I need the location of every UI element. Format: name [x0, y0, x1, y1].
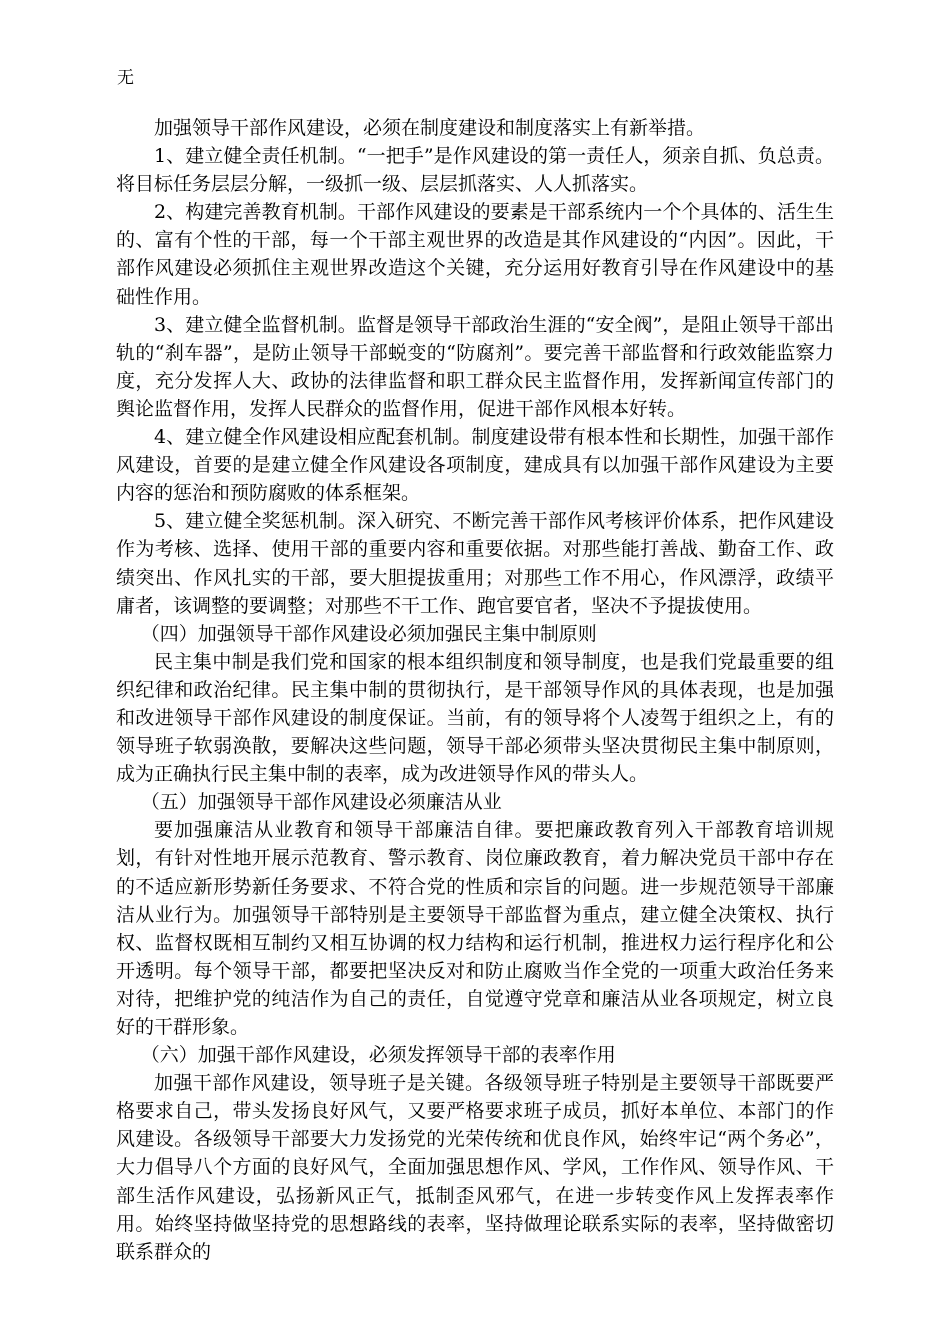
body-paragraph: 加强领导干部作风建设，必须在制度建设和制度落实上有新举措。 — [154, 117, 706, 139]
body-paragraph: 3、建立健全监督机制。监督是领导干部政治生涯的“安全阀”，是阻止领导干部出轨的“刹车器”，是防止领导干部蜕变的“防腐剂”。要完善干部监督和行政效能监察力度，充分发挥人大、政协的法律监督和职工群众民主监督作用，发挥新闻宣传部门的舆论监督作用，发挥人民群众的监督作用，促进干部作风根本好转。 — [116, 313, 834, 420]
section-heading: （六）加强干部作风建设，必须发挥领导干部的表率作用 — [140, 1044, 616, 1067]
page-header: 无 — [117, 68, 134, 88]
section-heading: （五）加强领导干部作风建设必须廉洁从业 — [140, 791, 502, 814]
body-paragraph: 1、建立健全责任机制。“一把手”是作风建设的第一责任人，须亲自抓、负总责。将目标任务层层分解，一级抓一级、层层抓落实、人人抓落实。 — [116, 145, 834, 196]
section-heading: （四）加强领导干部作风建设必须加强民主集中制原则 — [140, 622, 597, 645]
body-paragraph: 4、建立健全作风建设相应配套机制。制度建设带有根本性和长期性，加强干部作风建设，首要的是建立健全作风建设各项制度，建成具有以加强干部作风建设为主要内容的惩治和预防腐败的体系框架。 — [116, 426, 834, 505]
body-paragraph: 2、构建完善教育机制。干部作风建设的要素是干部系统内一个个具体的、活生生的、富有个性的干部，每一个干部主观世界的改造是其作风建设的“内因”。因此，干部作风建设必须抓住主观世界改造这个关键，充分运用好教育引导在作风建设中的基础性作用。 — [116, 201, 834, 308]
body-paragraph: 加强干部作风建设，领导班子是关键。各级领导班子特别是主要领导干部既要严格要求自己，带头发扬良好风气，又要严格要求班子成员，抓好本单位、本部门的作风建设。各级领导干部要大力发扬党的光荣传统和优良作风，始终牢记“两个务必”，大力倡导八个方面的良好风气，全面加强思想作风、学风，工作作风、领导作风、干部生活作风建设，弘扬新风正气，抵制歪风邪气，在进一步转变作风上发挥表率作用。始终坚持做坚持党的思想路线的表率，坚持做理论联系实际的表率，坚持做密切联系群众的 — [116, 1072, 834, 1263]
body-paragraph: 5、建立健全奖惩机制。深入研究、不断完善干部作风考核评价体系，把作风建设作为考核、选择、使用干部的重要内容和重要依据。对那些能打善战、勤奋工作、政绩突出、作风扎实的干部，要大胆提拔重用；对那些工作不用心，作风漂浮，政绩平庸者，该调整的要调整；对那些不干工作、跑官要官者，坚决不予提拔使用。 — [116, 510, 834, 617]
body-paragraph: 要加强廉洁从业教育和领导干部廉洁自律。要把廉政教育列入干部教育培训规划，有针对性地开展示范教育、警示教育、岗位廉政教育，着力解决党员干部中存在的不适应新形势新任务要求、不符合党的性质和宗旨的问题。进一步规范领导干部廉洁从业行为。加强领导干部特别是主要领导干部监督为重点，建立健全决策权、执行权、监督权既相互制约又相互协调的权力结构和运行机制，推进权力运行程序化和公开透明。每个领导干部，都要把坚决反对和防止腐败当作全党的一项重大政治任务来对待，把维护党的纯洁作为自己的责任，自觉遵守党章和廉洁从业各项规定，树立良好的干群形象。 — [116, 819, 834, 1038]
document-body — [116, 114, 834, 1266]
body-paragraph: 民主集中制是我们党和国家的根本组织制度和领导制度，也是我们党最重要的组织纪律和政治纪律。民主集中制的贯彻执行，是干部领导作风的具体表现，也是加强和改进领导干部作风建设的制度保证。当前，有的领导将个人凌驾于组织之上，有的领导班子软弱涣散，要解决这些问题，领导干部必须带头坚决贯彻民主集中制原则，成为正确执行民主集中制的表率，成为改进领导作风的带头人。 — [116, 650, 834, 786]
